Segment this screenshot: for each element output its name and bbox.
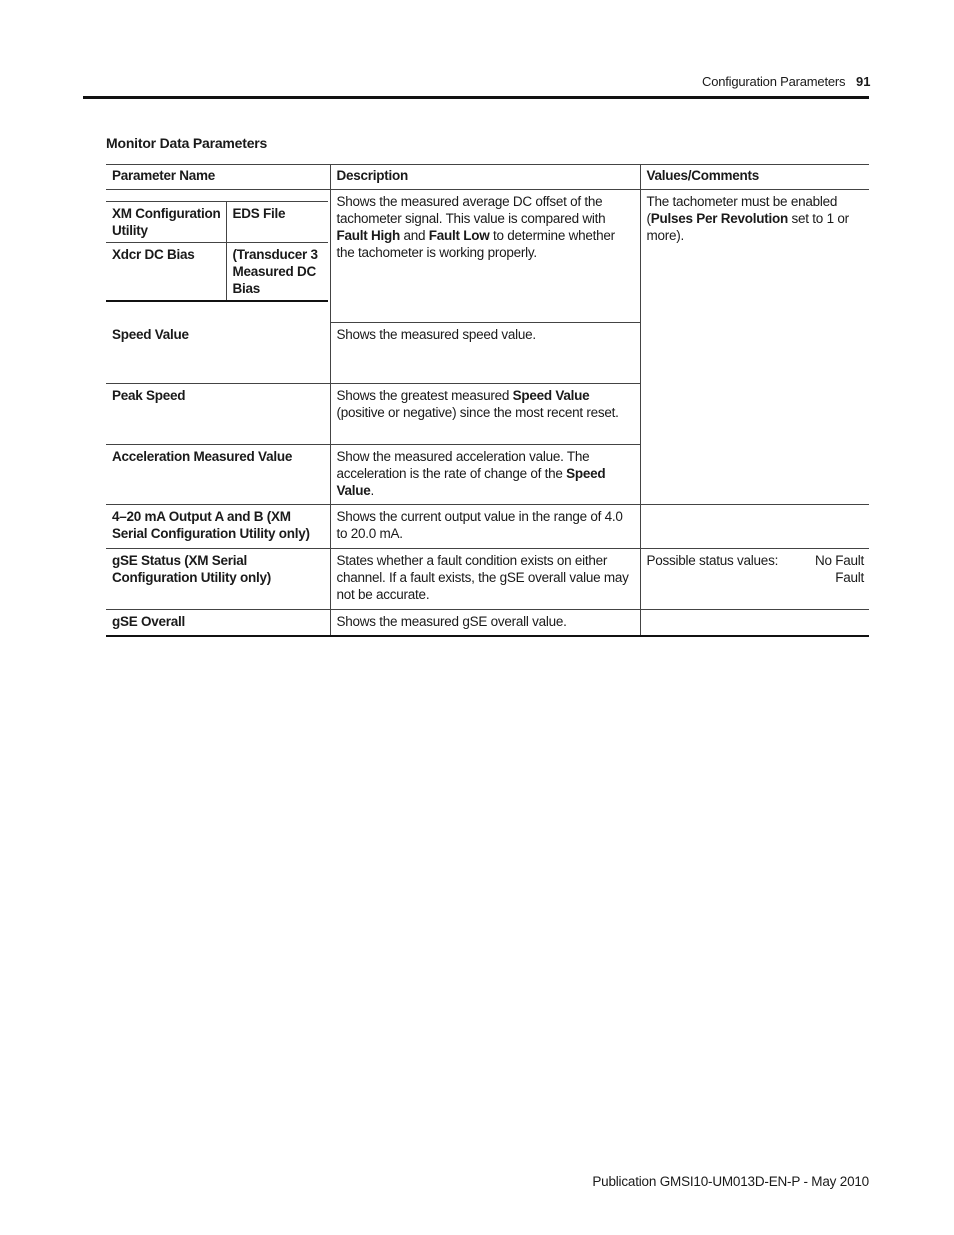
header-rule: [83, 96, 869, 99]
section-title: Monitor Data Parameters: [106, 135, 268, 151]
publication-footer: Publication GMSI10-UM013D-EN-P - May 2010: [592, 1174, 869, 1189]
speed-value-term: Speed Value: [512, 388, 590, 403]
table-header-row: [106, 165, 869, 190]
speed-value-term: Speed Value: [336, 466, 606, 498]
subtable-header-row: [106, 202, 328, 243]
peak-speed-description: Shows the greatest measured Speed Value (positive or negative) since the most recent reset.: [330, 384, 640, 445]
gse-overall-description: Shows the measured gSE overall value.: [330, 610, 640, 636]
column-header-description: Description: [330, 165, 640, 190]
subheader-eds-file: EDS File: [226, 202, 328, 243]
dc-bias-name-cell: [106, 190, 330, 323]
fault-high-term: Fault High: [336, 228, 400, 243]
table-row-gse-overall: [106, 610, 869, 636]
param-name-acceleration-measured-value: Acceleration Measured Value: [112, 449, 293, 464]
gse-status-values-comment: [640, 549, 869, 610]
fault-low-term: Fault Low: [428, 228, 490, 243]
speed-value-description: Shows the measured speed value.: [330, 323, 640, 384]
status-value-fault: Fault: [835, 570, 864, 585]
monitor-data-parameters-table: [106, 164, 869, 637]
param-name-peak-speed: Peak Speed: [112, 388, 186, 403]
dc-bias-subtable: [106, 201, 328, 302]
table-row-output: [106, 505, 869, 549]
running-header-section: Configuration Parameters: [702, 74, 846, 89]
param-name-4-20ma-output: 4–20 mA Output A and B (XM Serial Configuration Utility only): [112, 509, 310, 541]
gse-overall-values-comment: [640, 610, 869, 636]
subtable-name-row: [106, 243, 328, 302]
page-number: 91: [856, 74, 871, 89]
acceleration-description: Show the measured acceleration value. The acceleration is the rate of change of the Speed Value.: [330, 445, 640, 505]
param-name-eds-transducer-dc-bias: (Transducer 3 Measured DC Bias: [226, 243, 328, 302]
param-name-xdcr-dc-bias: Xdcr DC Bias: [112, 247, 195, 262]
status-value-no-fault: No Fault: [814, 553, 864, 568]
output-values-comment: [640, 505, 869, 549]
param-name-gse-status: gSE Status (XM Serial Configuration Utility only): [112, 553, 271, 585]
param-name-gse-overall: gSE Overall: [112, 614, 186, 629]
pulses-per-revolution-term: Pulses Per Revolution: [650, 211, 789, 226]
column-header-parameter-name: Parameter Name: [112, 168, 216, 183]
gse-status-description: States whether a fault condition exists on either channel. If a fault exists, the gSE overall value may not be accurate.: [330, 549, 640, 610]
subheader-xm-configuration-utility: XM Configuration Utility: [112, 206, 221, 238]
tachometer-values-comment: The tachometer must be enabled (Pulses Per Revolution set to 1 or more).: [640, 190, 869, 505]
param-name-speed-value: Speed Value: [112, 326, 189, 342]
dc-bias-description: Shows the measured average DC offset of the tachometer signal. This value is compared with Fault High and Fault Low to determine whether the tachometer is working properly.: [330, 190, 640, 323]
table-row-gse-status: [106, 549, 869, 610]
output-description: Shows the current output value in the range of 4.0 to 20.0 mA.: [330, 505, 640, 549]
table-row-dc-bias: [106, 190, 869, 323]
column-header-values-comments: Values/Comments: [646, 168, 760, 183]
status-values-label: Possible status values:: [646, 553, 779, 568]
